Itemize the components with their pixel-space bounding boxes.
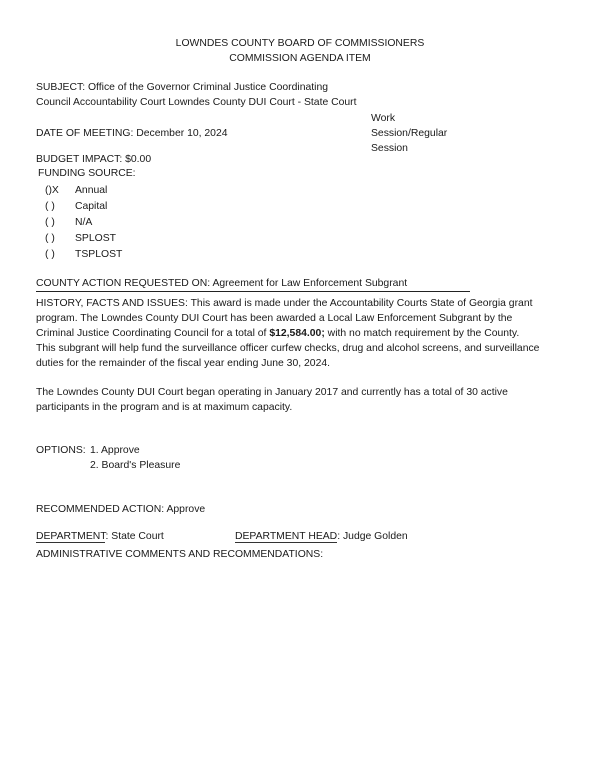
grant-amount: $12,584.00; [269,328,325,339]
department-head-label: DEPARTMENT HEAD [235,531,338,542]
background-line-1: The Lowndes County DUI Court began operating in January 2017 and currently has a total of 30 active [36,387,508,398]
meeting-date: DATE OF MEETING: December 10, 2024 [36,128,228,139]
admin-comments: ADMINISTRATIVE COMMENTS AND RECOMMENDATIONS: [36,549,324,560]
department [36,529,164,544]
history-line-3 [36,326,519,341]
funding-option-capital [45,199,107,214]
subject-line-1: SUBJECT: Office of the Governor Criminal Justice Coordinating [36,82,329,93]
funding-mark: ( ) [45,233,55,244]
funding-mark: ( ) [45,217,55,228]
funding-label: TSPLOST [75,249,123,260]
department-value: : State Court [105,531,164,542]
funding-option-na [45,215,92,230]
funding-source-label: FUNDING SOURCE: [38,168,136,179]
funding-mark: ()X [45,185,59,196]
history-line-4: This subgrant will help fund the surveillance officer curfew checks, drug and alcohol screens, and surveillance [36,343,540,354]
funding-mark: ( ) [45,201,55,212]
history-line-1: HISTORY, FACTS AND ISSUES: This award is made under the Accountability Courts State of Georgia grant [36,298,533,309]
option-2: 2. Board's Pleasure [90,460,181,471]
subject-line-2: Council Accountability Court Lowndes County DUI Court - State Court [36,97,357,108]
history-text: Criminal Justice Coordinating Council for a total of [36,328,270,339]
recommended-action: RECOMMENDED ACTION: Approve [36,504,206,515]
meeting-type-1: Work [371,113,396,124]
funding-option-splost [45,231,116,246]
budget-impact: BUDGET IMPACT: $0.00 [36,154,152,165]
department-head-value: : Judge Golden [337,531,408,542]
background-line-2: participants in the program and is at maximum capacity. [36,402,293,413]
options-label: OPTIONS: [36,445,86,456]
department-head [235,529,408,544]
department-label: DEPARTMENT [36,531,106,542]
funding-label: SPLOST [75,233,116,244]
meeting-type-3: Session [371,143,408,154]
doc-subtitle: COMMISSION AGENDA ITEM [229,53,371,64]
option-1: 1. Approve [90,445,140,456]
history-line-5: duties for the remainder of the fiscal year ending June 30, 2024. [36,358,331,369]
funding-mark: ( ) [45,249,55,260]
doc-title: LOWNDES COUNTY BOARD OF COMMISSIONERS [175,38,425,49]
funding-option-annual [45,183,107,198]
county-action: COUNTY ACTION REQUESTED ON: Agreement for Law Enforcement Subgrant [36,278,408,289]
county-action-rule [36,291,470,292]
funding-option-tsplost [45,247,122,262]
history-line-2: program. The Lowndes County DUI Court has been awarded a Local Law Enforcement Subgrant by the [36,313,513,324]
meeting-type-2: Session/Regular [371,128,448,139]
funding-label: N/A [75,217,93,228]
funding-label: Annual [75,185,108,196]
history-text: with no match requirement by the County. [324,328,520,339]
funding-label: Capital [75,201,108,212]
